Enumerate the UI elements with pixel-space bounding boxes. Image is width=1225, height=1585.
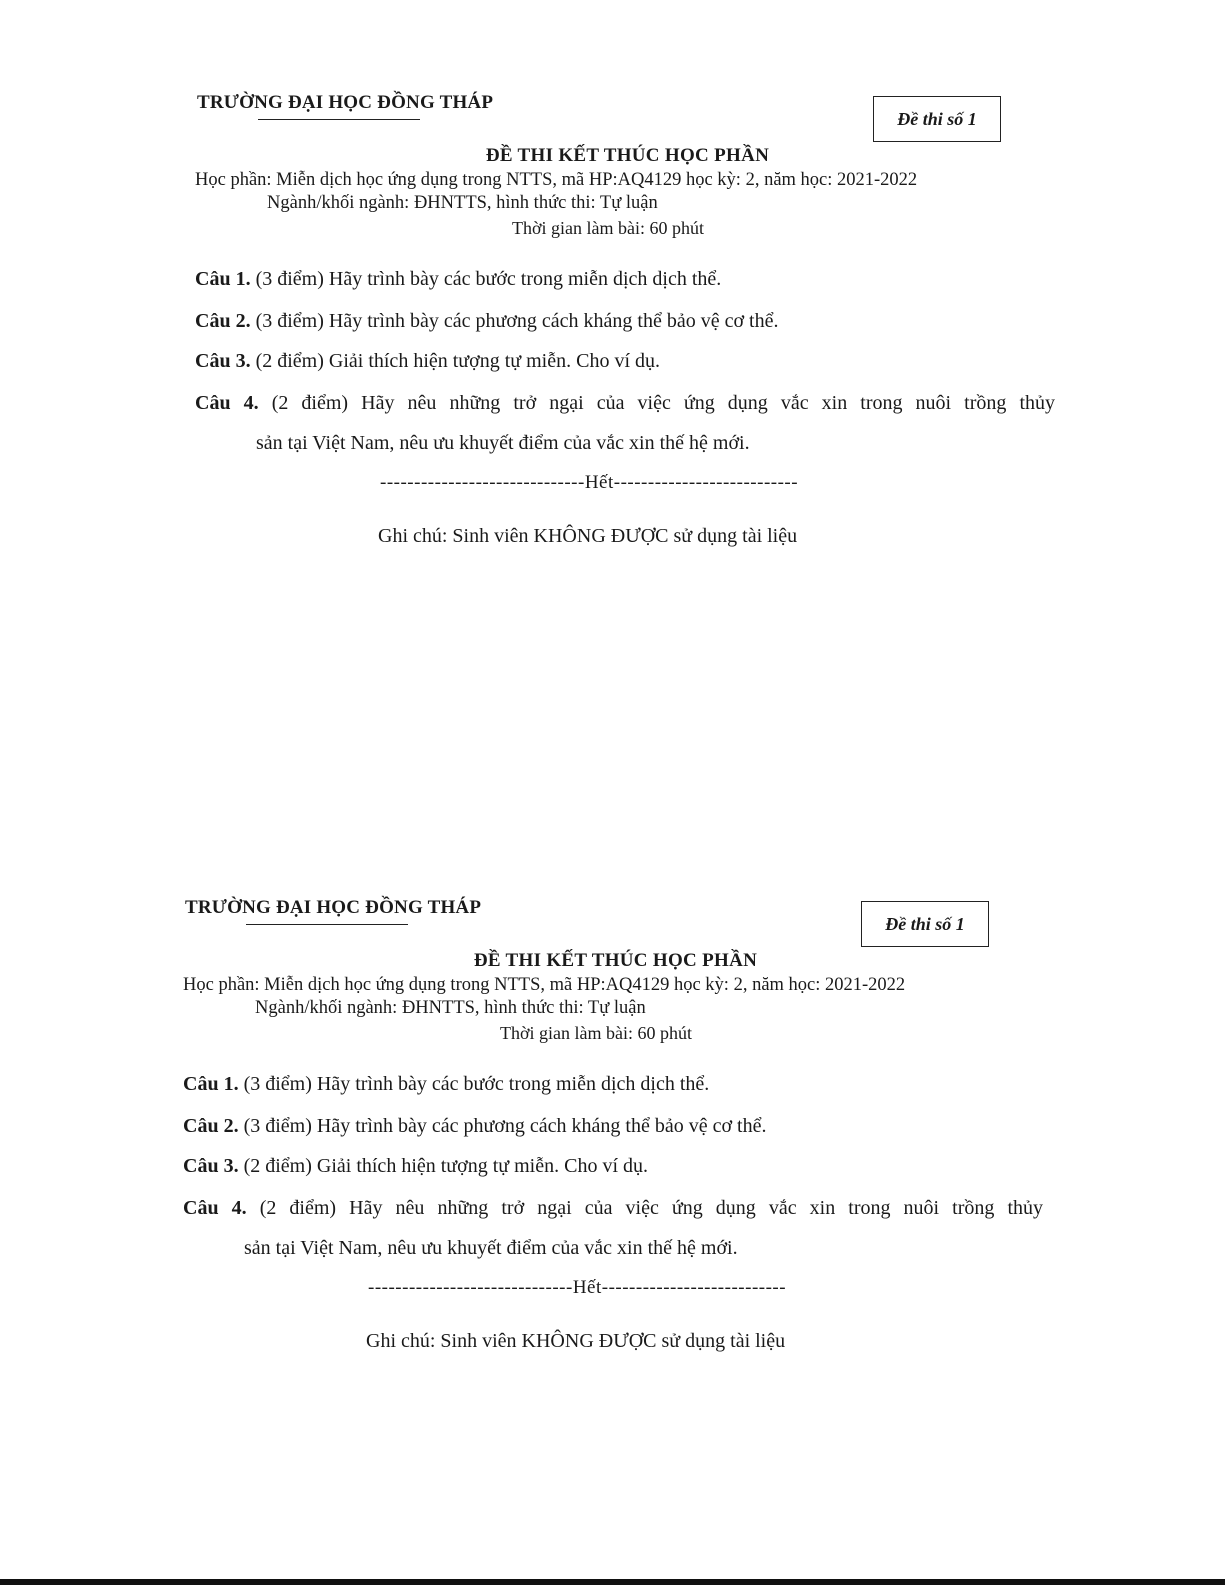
question-text: (3 điểm) Hãy trình bày các phương cách kháng thể bảo vệ cơ thể. bbox=[238, 1115, 767, 1137]
question-text: (3 điểm) Hãy trình bày các bước trong miễn dịch dịch thể. bbox=[238, 1073, 710, 1095]
time-info: Thời gian làm bài: 60 phút bbox=[512, 218, 704, 238]
scan-edge-border bbox=[0, 1579, 1225, 1585]
question-text: (3 điểm) Hãy trình bày các phương cách kháng thể bảo vệ cơ thể. bbox=[250, 310, 779, 332]
exam-note: Ghi chú: Sinh viên KHÔNG ĐƯỢC sử dụng tài liệu bbox=[378, 525, 798, 547]
question-4-continuation: sản tại Việt Nam, nêu ưu khuyết điểm của vắc xin thế hệ mới. bbox=[256, 432, 750, 454]
question-label: Câu 3. bbox=[183, 1155, 239, 1177]
question-label: Câu 2. bbox=[183, 1115, 239, 1137]
school-underline bbox=[258, 119, 420, 120]
exam-title: ĐỀ THI KẾT THÚC HỌC PHẦN bbox=[485, 145, 770, 166]
end-marker: ------------------------------Hết--------------------------- bbox=[368, 1277, 787, 1298]
major-info: Ngành/khối ngành: ĐHNTTS, hình thức thi: Tự luận bbox=[267, 193, 658, 213]
question-text: (2 điểm) Hãy nêu những trở ngại của việc ứng dụng vắc xin trong nuôi trồng thủy bbox=[246, 1197, 1043, 1219]
question-1 bbox=[195, 268, 721, 291]
school-name: TRƯỜNG ĐẠI HỌC ĐỒNG THÁP bbox=[185, 897, 482, 918]
course-info: Học phần: Miễn dịch học ứng dụng trong NTTS, mã HP:AQ4129 học kỳ: 2, năm học: 2021-2022 bbox=[183, 975, 906, 995]
exam-note: Ghi chú: Sinh viên KHÔNG ĐƯỢC sử dụng tài liệu bbox=[366, 1330, 786, 1352]
question-4 bbox=[183, 1197, 1043, 1220]
question-2 bbox=[195, 310, 779, 333]
exam-code: Đề thi số 1 bbox=[897, 108, 977, 129]
question-4 bbox=[195, 392, 1055, 415]
question-label: Câu 2. bbox=[195, 310, 251, 332]
question-4-continuation: sản tại Việt Nam, nêu ưu khuyết điểm của vắc xin thế hệ mới. bbox=[244, 1237, 738, 1259]
question-2 bbox=[183, 1115, 767, 1138]
question-3 bbox=[183, 1155, 648, 1178]
course-info: Học phần: Miễn dịch học ứng dụng trong NTTS, mã HP:AQ4129 học kỳ: 2, năm học: 2021-2022 bbox=[195, 170, 918, 190]
end-marker: ------------------------------Hết--------------------------- bbox=[380, 472, 799, 493]
exam-code-box bbox=[861, 901, 989, 947]
exam-code: Đề thi số 1 bbox=[885, 913, 965, 934]
question-label: Câu 3. bbox=[195, 350, 251, 372]
question-text: (3 điểm) Hãy trình bày các bước trong miễn dịch dịch thể. bbox=[250, 268, 722, 290]
school-underline bbox=[246, 924, 408, 925]
exam-title: ĐỀ THI KẾT THÚC HỌC PHẦN bbox=[473, 950, 758, 971]
question-text: (2 điểm) Hãy nêu những trở ngại của việc ứng dụng vắc xin trong nuôi trồng thủy bbox=[258, 392, 1055, 414]
question-label: Câu 4. bbox=[183, 1197, 247, 1219]
question-label: Câu 1. bbox=[195, 268, 251, 290]
question-label: Câu 1. bbox=[183, 1073, 239, 1095]
time-info: Thời gian làm bài: 60 phút bbox=[500, 1023, 692, 1043]
major-info: Ngành/khối ngành: ĐHNTTS, hình thức thi: Tự luận bbox=[255, 998, 646, 1018]
question-3 bbox=[195, 350, 660, 373]
exam-copy-top bbox=[0, 0, 1225, 547]
exam-code-box bbox=[873, 96, 1001, 142]
question-1 bbox=[183, 1073, 709, 1096]
question-text: (2 điểm) Giải thích hiện tượng tự miễn. Cho ví dụ. bbox=[250, 350, 661, 372]
exam-copy-bottom bbox=[0, 805, 1213, 1352]
question-text: (2 điểm) Giải thích hiện tượng tự miễn. Cho ví dụ. bbox=[238, 1155, 649, 1177]
school-name: TRƯỜNG ĐẠI HỌC ĐỒNG THÁP bbox=[197, 92, 494, 113]
question-label: Câu 4. bbox=[195, 392, 259, 414]
